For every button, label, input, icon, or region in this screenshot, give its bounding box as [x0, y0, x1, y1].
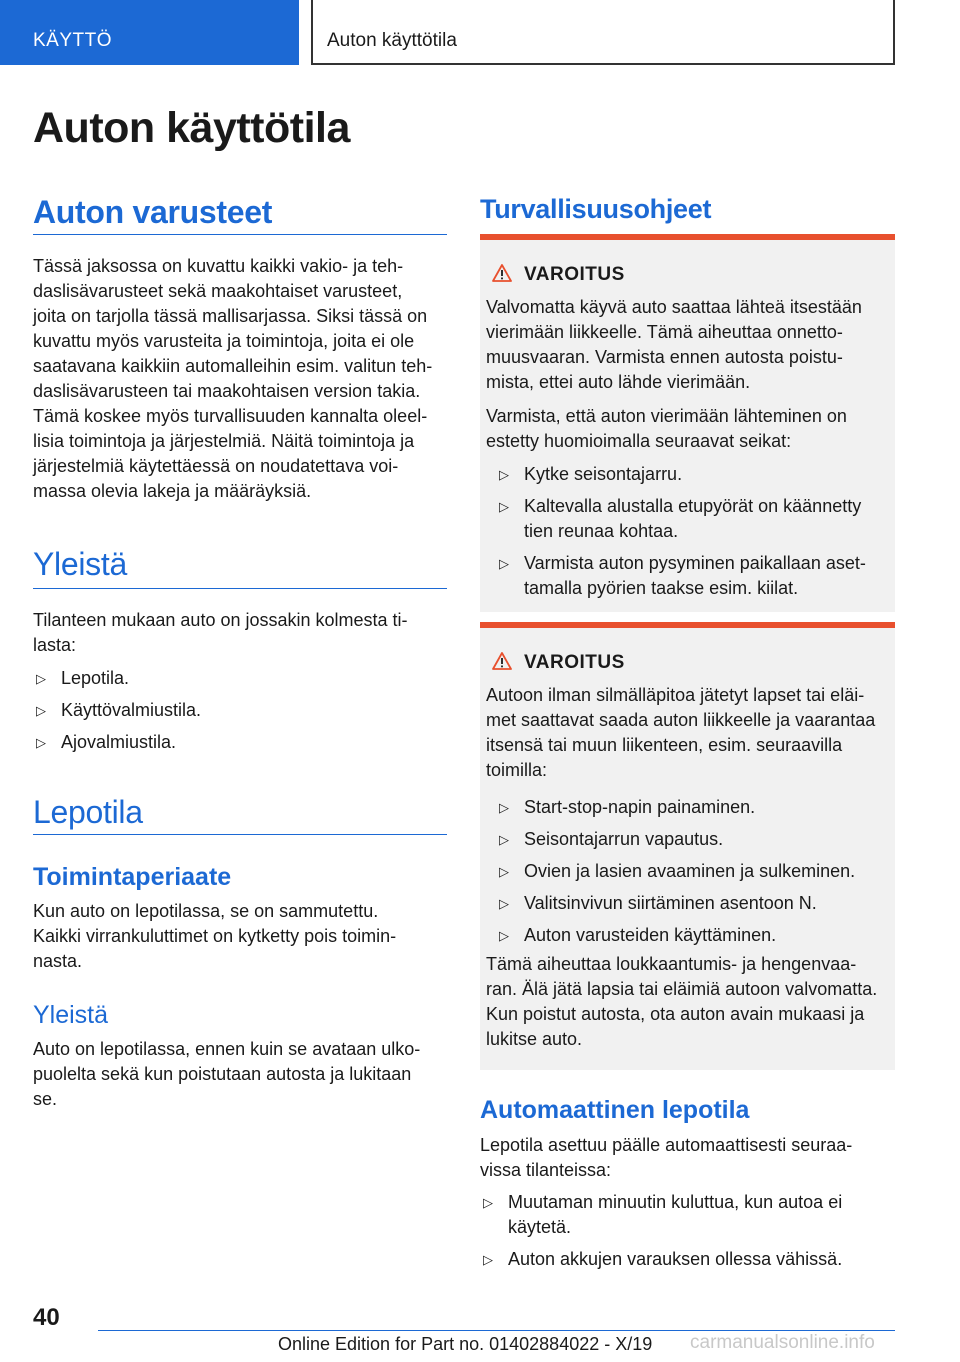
chapter-tab	[311, 0, 895, 65]
line: puolelta sekä kun poistutaan autosta ja lukitaan	[33, 1064, 412, 1084]
line: vierimään liikkeelle. Tämä aiheuttaa onnetto-	[486, 322, 843, 342]
warning-text	[486, 295, 894, 395]
footer-rule	[98, 1330, 895, 1331]
list-item: ▷ Lepotila.	[33, 666, 447, 691]
line: estetty huomioimalla seuraavat seikat:	[486, 431, 792, 451]
section-tab	[0, 0, 299, 65]
triangle-bullet-icon: ▷	[499, 896, 509, 911]
line: se.	[33, 1089, 58, 1109]
line: lisia toimintoja ja järjestelmiä. Näitä toimintoja ja	[33, 431, 415, 451]
triangle-bullet-icon: ▷	[483, 1252, 493, 1267]
warning-title: VAROITUS	[524, 264, 625, 285]
yleista-paragraph	[33, 608, 453, 658]
triangle-bullet-icon: ▷	[499, 467, 509, 482]
list-item: ▷ Auton akkujen varauksen ollessa vähissä.	[480, 1247, 895, 1272]
line: Varmista, että auton vierimään lähteminen on	[486, 406, 847, 426]
line: lasta:	[33, 635, 77, 655]
heading-automaattinen-lepotila: Automaattinen lepotila	[480, 1096, 750, 1124]
warning-text-2	[486, 404, 894, 454]
auto-lepotila-paragraph	[480, 1133, 895, 1183]
warning-box	[480, 622, 895, 1070]
list-item: ▷ Käyttövalmiustila.	[33, 698, 447, 723]
heading-auton-varusteet: Auton varusteet	[33, 194, 273, 230]
heading-lepotila: Lepotila	[33, 794, 143, 830]
line: saatavana kaikkiin automalleihin esim. valitun teh-	[33, 356, 433, 376]
line: Valvomatta käyvä auto saattaa lähteä itsestään	[486, 297, 862, 317]
line: daslisävarusteen tai maakohtaisen version takia.	[33, 381, 421, 401]
line: lukitse auto.	[486, 1029, 583, 1049]
line: ran. Älä jätä lapsia tai eläimiä autoon valvomatta.	[486, 979, 878, 999]
list-item: ▷ Ajovalmiustila.	[33, 730, 447, 755]
list-item: ▷ Start-stop-napin painaminen.	[496, 795, 891, 820]
list-item: ▷ Muutaman minuutin kuluttua, kun autoa ei käytetä.	[483, 1192, 843, 1237]
list-item: ▷ Ovien ja lasien avaaminen ja sulkeminen.	[496, 859, 891, 884]
triangle-bullet-icon: ▷	[499, 800, 509, 815]
auto-lepotila-list	[480, 1190, 895, 1279]
heading-rule	[33, 234, 447, 235]
line: toimilla:	[486, 760, 548, 780]
edition-text: Online Edition for Part no. 01402884022 - X/19	[278, 1334, 653, 1354]
triangle-bullet-icon: ▷	[36, 703, 46, 718]
heading-yleista: Yleistä	[33, 546, 127, 582]
line: Tässä jaksossa on kuvattu kaikki vakio- ja teh-	[33, 256, 404, 276]
line: Kaikki virrankuluttimet on kytketty pois toimin-	[33, 926, 397, 946]
chapter-label: Auton käyttötila	[327, 30, 457, 51]
warning-box	[480, 234, 895, 612]
line: Auto on lepotilassa, ennen kuin se avataan ulko-	[33, 1039, 421, 1059]
triangle-bullet-icon: ▷	[499, 928, 509, 943]
line: Kun auto on lepotilassa, se on sammutettu.	[33, 901, 379, 921]
list-item: ▷ Kaltevalla alustalla etupyörät on käännetty tien reunaa kohtaa.	[499, 496, 862, 541]
line: nasta.	[33, 951, 83, 971]
page-number: 40	[33, 1304, 60, 1331]
triangle-bullet-icon: ▷	[499, 832, 509, 847]
list-item: ▷ Varmista auton pysyminen paikallaan aset- tamalla pyörien taakse esim. kiilat.	[499, 553, 866, 598]
warning-triangle-icon	[492, 652, 512, 670]
warning-text-2	[486, 952, 894, 1052]
line: muusvaaran. Varmista ennen autosta poistu-	[486, 347, 843, 367]
warning-triangle-icon	[492, 264, 512, 282]
line: met saattavat saada auton liikkeelle ja vaarantaa	[486, 710, 876, 730]
warning-text	[486, 683, 894, 783]
line: järjestelmiä käytettäessä on noudatettava voi-	[33, 456, 399, 476]
line: Tilanteen mukaan auto on jossakin kolmesta ti-	[33, 610, 408, 630]
heading-rule	[33, 588, 447, 589]
line: mista, ettei auto lähde vierimään.	[486, 372, 751, 392]
heading-turvallisuusohjeet: Turvallisuusohjeet	[480, 194, 712, 224]
list-item: ▷ Kytke seisontajarru.	[496, 462, 891, 487]
triangle-bullet-icon: ▷	[483, 1195, 493, 1210]
line: kuvattu myös varusteita ja toimintoja, joita ei ole	[33, 331, 415, 351]
line: Tämä aiheuttaa loukkaantumis- ja hengenvaa-	[486, 954, 857, 974]
warning-list	[496, 795, 891, 955]
heading-toimintaperiaate: Toimintaperiaate	[33, 863, 232, 891]
line: Autoon ilman silmälläpitoa jätetyt lapset tai eläi-	[486, 685, 865, 705]
line: vissa tilanteissa:	[480, 1160, 612, 1180]
triangle-bullet-icon: ▷	[36, 735, 46, 750]
warning-list	[496, 462, 891, 608]
varusteet-paragraph	[33, 254, 453, 504]
toiminta-paragraph	[33, 899, 453, 974]
section-label: KÄYTTÖ	[33, 30, 113, 51]
page-title: Auton käyttötila	[33, 104, 350, 152]
line: Tämä koskee myös turvallisuuden kannalta oleel-	[33, 406, 428, 426]
triangle-bullet-icon: ▷	[36, 671, 46, 686]
line: daslisävarusteet sekä maakohtaiset varusteet,	[33, 281, 403, 301]
line: Lepotila asettuu päälle automaattisesti seuraa-	[480, 1135, 853, 1155]
list-item: ▷ Valitsinvivun siirtäminen asentoon N.	[496, 891, 891, 916]
heading-rule	[33, 834, 447, 835]
watermark: carmanualsonline.info	[690, 1332, 875, 1353]
line: joita on tarjolla tässä mallisarjassa. Siksi tässä on	[33, 306, 428, 326]
heading-yleista-sub: Yleistä	[33, 1001, 109, 1029]
warning-title: VAROITUS	[524, 652, 625, 673]
state-list	[33, 666, 447, 762]
line: itsensä tai muun liikenteen, esim. seuraavilla	[486, 735, 843, 755]
line: Kun poistut autosta, ota auton avain mukaasi ja	[486, 1004, 865, 1024]
triangle-bullet-icon: ▷	[499, 864, 509, 879]
line: massa olevia lakeja ja määräyksiä.	[33, 481, 312, 501]
lepotila-yleista-paragraph	[33, 1037, 453, 1112]
list-item: ▷ Auton varusteiden käyttäminen.	[496, 923, 891, 948]
triangle-bullet-icon: ▷	[499, 499, 509, 514]
triangle-bullet-icon: ▷	[499, 556, 509, 571]
list-item: ▷ Seisontajarrun vapautus.	[496, 827, 891, 852]
